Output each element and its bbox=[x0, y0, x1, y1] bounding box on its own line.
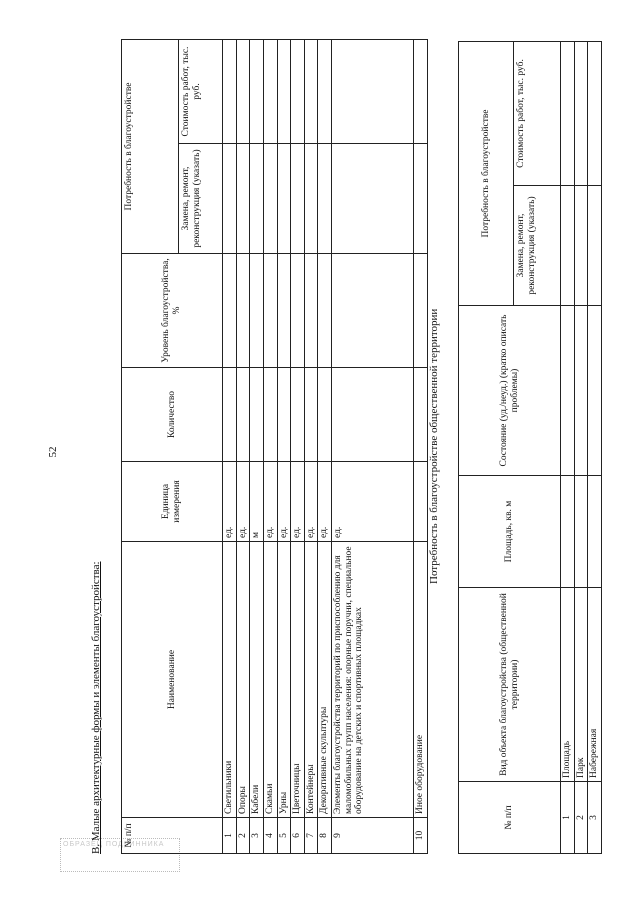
row-name: Элементы благоустройства территорий по приспособлению для маломобильных групп населения: опорные поручни, специальное оборудование на детских и спортивных площадках bbox=[332, 542, 414, 818]
row-name: Урны bbox=[277, 542, 291, 818]
header-state: Состояние (уд./неуд.) (кратко описать проблемы) bbox=[459, 306, 561, 476]
row-num: 10 bbox=[414, 818, 428, 854]
row-num: 6 bbox=[291, 818, 305, 854]
section-public bbox=[426, 41, 602, 854]
row-unit: м bbox=[250, 462, 264, 542]
table-row bbox=[588, 42, 602, 854]
row-name: Иное оборудование bbox=[414, 542, 428, 818]
row-name: Скамьи bbox=[263, 542, 277, 818]
row-name: Светильники bbox=[223, 542, 237, 818]
row-num: 2 bbox=[574, 782, 588, 854]
table-row bbox=[304, 40, 318, 854]
row-num: 7 bbox=[304, 818, 318, 854]
header-level: Уровень благоустройства, % bbox=[122, 254, 223, 368]
row-num: 2 bbox=[236, 818, 250, 854]
row-unit: ед. bbox=[304, 462, 318, 542]
header-area: Площадь, кв. м bbox=[459, 476, 561, 588]
row-num: 3 bbox=[250, 818, 264, 854]
table-row bbox=[332, 40, 414, 854]
row-name: Декоративные скульптуры bbox=[318, 542, 332, 818]
table-row bbox=[291, 40, 305, 854]
row-num: 8 bbox=[318, 818, 332, 854]
header-replace: Замена, ремонт, реконструкция (указать) bbox=[514, 186, 561, 306]
table-row bbox=[318, 40, 332, 854]
table-row bbox=[250, 40, 264, 854]
row-name: Набережная bbox=[588, 588, 602, 782]
header-type: Вид объекта благоустройства (общественной территории) bbox=[459, 588, 561, 782]
row-num: 5 bbox=[277, 818, 291, 854]
section-b-table bbox=[121, 39, 428, 854]
section-b-title: В. Малые архитектурные формы и элементы благоустройства: bbox=[90, 561, 102, 854]
header-replace: Замена, ремонт, реконструкция (указать) bbox=[179, 144, 223, 254]
row-unit: ед. bbox=[318, 462, 332, 542]
header-qty: Количество bbox=[122, 368, 223, 462]
row-unit: ед. bbox=[223, 462, 237, 542]
row-num: 1 bbox=[561, 782, 575, 854]
row-num: 4 bbox=[263, 818, 277, 854]
section-public-title: Потребность в благоустройстве общественной территории bbox=[428, 308, 440, 584]
table-row bbox=[277, 40, 291, 854]
table-row bbox=[236, 40, 250, 854]
page-number: 52 bbox=[47, 446, 59, 458]
row-unit: ед. bbox=[263, 462, 277, 542]
header-need: Потребность в благоустройстве bbox=[122, 40, 179, 254]
row-name: Площадь bbox=[561, 588, 575, 782]
row-num: 3 bbox=[588, 782, 602, 854]
row-unit: ед. bbox=[291, 462, 305, 542]
row-unit: ед. bbox=[332, 462, 414, 542]
row-num: 1 bbox=[223, 818, 237, 854]
table-row bbox=[561, 42, 575, 854]
row-unit: ед. bbox=[277, 462, 291, 542]
row-name: Парк bbox=[574, 588, 588, 782]
row-unit: ед. bbox=[236, 462, 250, 542]
header-num: № п/п bbox=[459, 782, 561, 854]
table-row bbox=[263, 40, 277, 854]
row-num: 9 bbox=[332, 818, 414, 854]
row-name: Опоры bbox=[236, 542, 250, 818]
header-name: Наименование bbox=[122, 542, 223, 818]
header-num: № п/п bbox=[122, 818, 223, 854]
header-cost: Стоимость работ, тыс. руб. bbox=[179, 40, 223, 144]
header-need: Потребность в благоустройстве bbox=[459, 42, 514, 306]
row-name: Кабели bbox=[250, 542, 264, 818]
section-b bbox=[88, 39, 428, 854]
section-public-table bbox=[458, 41, 602, 854]
row-name: Контейнеры bbox=[304, 542, 318, 818]
header-cost: Стоимость работ, тыс. руб. bbox=[514, 42, 561, 186]
stamp: ОБРАЗЕЦ ПОДЛИННИКА bbox=[60, 838, 180, 872]
row-name: Цветочницы bbox=[291, 542, 305, 818]
table-row bbox=[574, 42, 588, 854]
header-unit: Единица измерения bbox=[122, 462, 223, 542]
table-row bbox=[223, 40, 237, 854]
